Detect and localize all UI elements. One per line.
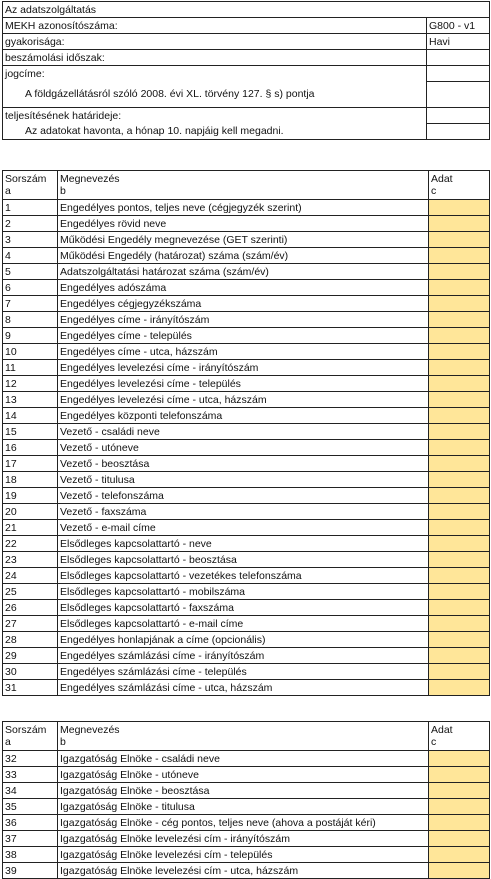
data-input-cell[interactable] [429,280,490,296]
row-number: 39 [3,863,58,879]
row-number: 1 [3,200,58,216]
row-label: Engedélyes címe - utca, házszám [58,344,429,360]
row-number: 25 [3,584,58,600]
row-number: 20 [3,504,58,520]
data-input-cell[interactable] [429,520,490,536]
data-input-cell[interactable] [429,847,490,863]
data-input-cell[interactable] [429,536,490,552]
row-number: 23 [3,552,58,568]
row-number: 17 [3,456,58,472]
row-label: Engedélyes levelezési címe - utca, házszám [58,392,429,408]
col-letter-num: a [3,185,58,200]
data-input-cell[interactable] [429,264,490,280]
table-row [3,600,490,616]
row-number: 7 [3,296,58,312]
row-label: Engedélyes számlázási címe - utca, házszám [58,680,429,696]
row-label: Engedélyes levelezési címe - irányítószám [58,360,429,376]
table-row [3,264,490,280]
header-title: Az adatszolgáltatás [3,2,490,18]
row-label: Engedélyes cégjegyzékszáma [58,296,429,312]
row-number: 37 [3,831,58,847]
mekh-id-label: MEKH azonosítószáma: [3,18,427,34]
table-row [3,863,490,879]
table-row [3,216,490,232]
row-label: Vezető - faxszáma [58,504,429,520]
data-input-cell[interactable] [429,584,490,600]
row-number: 32 [3,751,58,767]
table-row [3,408,490,424]
table-row [3,815,490,831]
data-input-cell[interactable] [429,312,490,328]
row-label: Elsődleges kapcsolattartó - mobilszáma [58,584,429,600]
data-input-cell[interactable] [429,504,490,520]
data-input-cell[interactable] [429,408,490,424]
col-header-num: Sorszám [3,171,58,186]
data-input-cell[interactable] [429,664,490,680]
row-label: Elsődleges kapcsolattartó - neve [58,536,429,552]
row-label: Vezető - titulusa [58,472,429,488]
row-label: Elsődleges kapcsolattartó - faxszáma [58,600,429,616]
row-label: Engedélyes címe - irányítószám [58,312,429,328]
table-row [3,767,490,783]
row-label: Igazgatóság Elnöke levelezési cím - település [58,847,429,863]
deadline-value-cell [427,124,490,140]
table-row [3,488,490,504]
row-label: Engedélyes honlapjának a címe (opcionális) [58,632,429,648]
data-input-cell[interactable] [429,815,490,831]
row-label: Vezető - telefonszáma [58,488,429,504]
row-label: Vezető - családi neve [58,424,429,440]
row-number: 33 [3,767,58,783]
row-number: 13 [3,392,58,408]
row-number: 36 [3,815,58,831]
row-label: Adatszolgáltatási határozat száma (szám/év) [58,264,429,280]
row-label: Működési Engedély megnevezése (GET szerinti) [58,232,429,248]
row-label: Engedélyes számlázási címe - település [58,664,429,680]
row-number: 19 [3,488,58,504]
row-label: Igazgatóság Elnöke - utóneve [58,767,429,783]
table-row [3,568,490,584]
row-number: 5 [3,264,58,280]
data-input-cell[interactable] [429,328,490,344]
data-input-cell[interactable] [429,751,490,767]
data-input-cell[interactable] [429,344,490,360]
table-row [3,376,490,392]
row-number: 24 [3,568,58,584]
col-header-data-2: Adat [429,722,490,737]
data-input-cell[interactable] [429,552,490,568]
row-number: 26 [3,600,58,616]
data-input-cell[interactable] [429,831,490,847]
col-header-num-2: Sorszám [3,722,58,737]
deadline-label: teljesítésének határideje: [3,108,427,124]
row-label: Működési Engedély (határozat) száma (szám/év) [58,248,429,264]
table-row [3,520,490,536]
row-number: 35 [3,799,58,815]
deadline-text: Az adatokat havonta, a hónap 10. napjáig kell megadni. [3,124,427,140]
data-input-cell[interactable] [429,360,490,376]
data-table-1 [2,170,490,696]
row-number: 38 [3,847,58,863]
table-row [3,392,490,408]
data-input-cell[interactable] [429,568,490,584]
row-number: 11 [3,360,58,376]
col-header-name-2: Megnevezés [58,722,429,737]
table-row [3,680,490,696]
row-number: 34 [3,783,58,799]
row-label: Engedélyes rövid neve [58,216,429,232]
period-value[interactable] [427,50,490,66]
row-label: Engedélyes címe - település [58,328,429,344]
row-number: 18 [3,472,58,488]
row-label: Engedélyes adószáma [58,280,429,296]
col-letter-data: c [429,185,490,200]
frequency-value: Havi [427,34,490,50]
row-number: 15 [3,424,58,440]
table-row [3,472,490,488]
data-input-cell[interactable] [429,440,490,456]
data-input-cell[interactable] [429,863,490,879]
col-letter-name-2: b [58,736,429,751]
row-number: 30 [3,664,58,680]
table-row [3,751,490,767]
table-row [3,847,490,863]
data-input-cell[interactable] [429,799,490,815]
row-label: Igazgatóság Elnöke - cég pontos, teljes neve (ahova a postáját kéri) [58,815,429,831]
data-input-cell[interactable] [429,248,490,264]
row-number: 10 [3,344,58,360]
table-row [3,248,490,264]
row-number: 3 [3,232,58,248]
table-row [3,552,490,568]
table-row [3,344,490,360]
data-input-cell[interactable] [429,216,490,232]
legal-basis-value [427,66,490,82]
data-input-cell[interactable] [429,200,490,216]
col-letter-name: b [58,185,429,200]
table-row [3,831,490,847]
data-input-cell[interactable] [429,376,490,392]
row-label: Engedélyes pontos, teljes neve (cégjegyzék szerint) [58,200,429,216]
row-number: 16 [3,440,58,456]
row-number: 2 [3,216,58,232]
row-label: Engedélyes számlázási címe - irányítószám [58,648,429,664]
row-number: 9 [3,328,58,344]
row-number: 8 [3,312,58,328]
row-number: 22 [3,536,58,552]
data-input-cell[interactable] [429,616,490,632]
table-row [3,632,490,648]
row-number: 14 [3,408,58,424]
row-number: 12 [3,376,58,392]
row-number: 27 [3,616,58,632]
row-label: Engedélyes levelezési címe - település [58,376,429,392]
table-row [3,799,490,815]
data-input-cell[interactable] [429,424,490,440]
data-input-cell[interactable] [429,392,490,408]
col-header-data: Adat [429,171,490,186]
table-row [3,616,490,632]
col-header-name: Megnevezés [58,171,429,186]
data-input-cell[interactable] [429,632,490,648]
table-row [3,296,490,312]
row-label: Elsődleges kapcsolattartó - vezetékes telefonszáma [58,568,429,584]
row-number: 6 [3,280,58,296]
col-letter-num-2: a [3,736,58,751]
mekh-id-value: G800 - v1 [427,18,490,34]
table-row [3,360,490,376]
data-input-cell[interactable] [429,648,490,664]
row-label: Engedélyes központi telefonszáma [58,408,429,424]
row-label: Igazgatóság Elnöke - beosztása [58,783,429,799]
table-row [3,232,490,248]
data-input-cell[interactable] [429,296,490,312]
table-row [3,504,490,520]
row-number: 29 [3,648,58,664]
table-row [3,280,490,296]
legal-basis-value-cell [427,82,490,108]
legal-basis-label: jogcíme: [3,66,427,82]
data-input-cell[interactable] [429,456,490,472]
col-letter-data-2: c [429,736,490,751]
period-label: beszámolási időszak: [3,50,427,66]
table-row [3,200,490,216]
row-label: Elsődleges kapcsolattartó - e-mail címe [58,616,429,632]
data-input-cell[interactable] [429,600,490,616]
table-row [3,536,490,552]
table-row [3,456,490,472]
legal-basis-text: A földgázellátásról szóló 2008. évi XL. törvény 127. § s) pontja [3,82,427,108]
data-input-cell[interactable] [429,472,490,488]
row-label: Vezető - beosztása [58,456,429,472]
row-label: Elsődleges kapcsolattartó - beosztása [58,552,429,568]
data-input-cell[interactable] [429,783,490,799]
table-row [3,584,490,600]
header-table [2,1,490,140]
table-row [3,424,490,440]
data-input-cell[interactable] [429,680,490,696]
table-row [3,664,490,680]
data-input-cell[interactable] [429,232,490,248]
row-label: Igazgatóság Elnöke - titulusa [58,799,429,815]
frequency-label: gyakorisága: [3,34,427,50]
table-row [3,312,490,328]
data-input-cell[interactable] [429,488,490,504]
row-number: 28 [3,632,58,648]
row-label: Igazgatóság Elnöke - családi neve [58,751,429,767]
row-label: Vezető - e-mail címe [58,520,429,536]
data-input-cell[interactable] [429,767,490,783]
row-label: Igazgatóság Elnöke levelezési cím - utca, házszám [58,863,429,879]
deadline-value [427,108,490,124]
table-row [3,783,490,799]
row-number: 21 [3,520,58,536]
row-label: Vezető - utóneve [58,440,429,456]
table-row [3,440,490,456]
row-number: 4 [3,248,58,264]
data-table-2 [2,721,490,879]
table-row [3,328,490,344]
row-number: 31 [3,680,58,696]
row-label: Igazgatóság Elnöke levelezési cím - irányítószám [58,831,429,847]
table-row [3,648,490,664]
